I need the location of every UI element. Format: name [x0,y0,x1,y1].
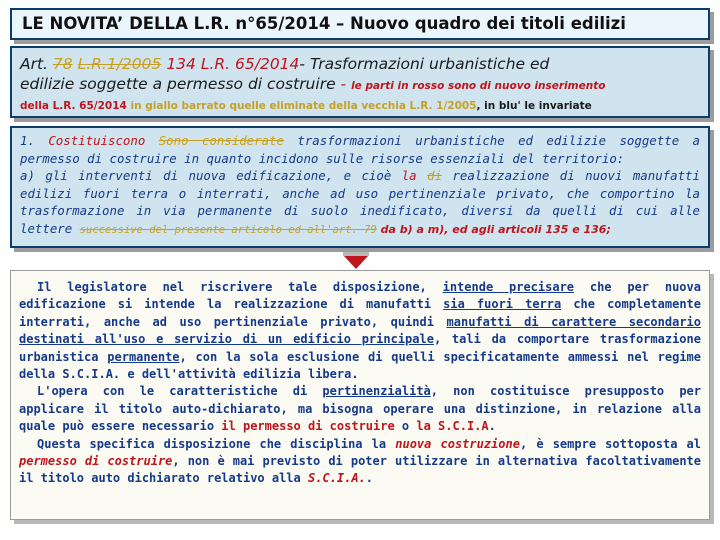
new-reference: da b) a m), ed agli articoli 135 e 136; [376,222,611,236]
text: , è sempre sottoposta al [519,436,702,451]
commentary-paragraph-3 [19,436,701,488]
article-header-line2 [20,74,700,96]
article-title-part1: - Trasformazioni urbanistiche ed [299,55,550,73]
commentary-box [10,270,710,520]
highlighted-text: S.C.I.A. [307,471,366,486]
unchanged-text-1: trasformazioni urbanistiche ed edilizie soggette a permesso di costruire in quanto incidono sulle risorse essenziali del territorio: [20,133,700,166]
old-article-number: 78 [52,55,73,73]
space [145,133,158,148]
underlined-text: intende precisare [442,280,575,294]
legend-line [20,96,700,114]
legend-blue: , in blu' le invariate [476,100,592,112]
new-word-la: la [401,168,417,183]
article-header-line1 [20,54,700,74]
text: o [394,419,417,434]
new-word-costituiscono: Costituiscono [48,133,146,148]
removed-sono-considerate: Sono considerate [158,133,284,148]
down-arrow-icon [341,252,371,270]
page-title: LE NOVITA’ DELLA L.R. n°65/2014 – Nuovo quadro dei titoli edilizi [10,8,710,40]
art-prefix: Art. [20,55,53,73]
unchanged-text-4: diversi da quelli di cui alle lettere [20,203,700,236]
article-text-box [10,126,710,248]
unchanged-text-3: realizzazione di nuovi manufatti edilizi fuori terra o interrati, anche ad uso pertinenziale privato, che comportino la trasformazione in via permanente di suolo inedificato, [20,168,700,218]
highlighted-text: il permesso di costruire [221,419,395,434]
highlighted-text: nuova costruzione [395,436,520,451]
underlined-text: permanente [107,349,180,364]
new-law-ref: 134 L.R. 65/2014 [161,55,300,73]
text: , tali da comportare trasformazione urbanistica [19,332,701,364]
commentary-paragraph-2 [19,383,701,435]
text: . [365,471,374,486]
legend-red-law: della L.R. 65/2014 [20,100,127,112]
text: . [488,419,496,434]
text: , non costituisce presupposto per applicare il titolo auto-dichiarato, ma bisogna operare una distinzione, in relazione alla quale può essere necessario [19,384,701,434]
text: L'opera con le caratteristiche di [37,384,323,399]
text: , con la sola esclusione di quelli specificatamente ammessi nel regime della S.C.I.A. e dell'attività edilizia libera. [19,349,701,382]
legend-red: le parti in rosso sono di nuovo inserimento [351,80,606,92]
removed-reference: successive del presente articolo ed all'art. 79 [79,223,377,236]
underlined-text: pertinenzialità [322,384,431,399]
text: che per nuova edificazione si intende la realizzazione di manufatti [19,280,701,312]
text: Il legislatore nel riscrivere tale disposizione, [37,280,443,294]
paragraph-number: 1. [20,133,49,148]
underlined-text: manufatti di carattere secondario destinati all'uso e servizio di un edificio principale [19,314,701,347]
article-title-part2: edilizie soggette a permesso di costruire [20,75,336,93]
legend-yellow: in giallo barrato quelle eliminate della vecchia L.R. 1/2005 [126,100,477,112]
highlighted-text: permesso di costruire [19,454,173,469]
underlined-text: sia fuori terra [443,297,562,312]
text: che completamente interrati, anche ad uso pertinenziale privato, quindi [19,297,701,329]
space [417,168,427,183]
unchanged-text-2: a) gli interventi di nuova edificazione, e cioè [20,168,402,183]
article-paragraph-1 [20,132,700,239]
commentary-paragraph-1 [19,279,701,383]
removed-di: di [427,168,442,183]
text: , non è mai previsto di poter utilizzare in alternativa facoltativamente il titolo auto dichiarato relativo alla [19,454,702,486]
old-law-ref: L.R.1/2005 [77,55,162,73]
highlighted-text: la S.C.I.A [416,419,489,434]
text: Questa specifica disposizione che disciplina la [37,436,396,451]
dash: - [335,75,352,93]
article-header-box [10,46,710,118]
